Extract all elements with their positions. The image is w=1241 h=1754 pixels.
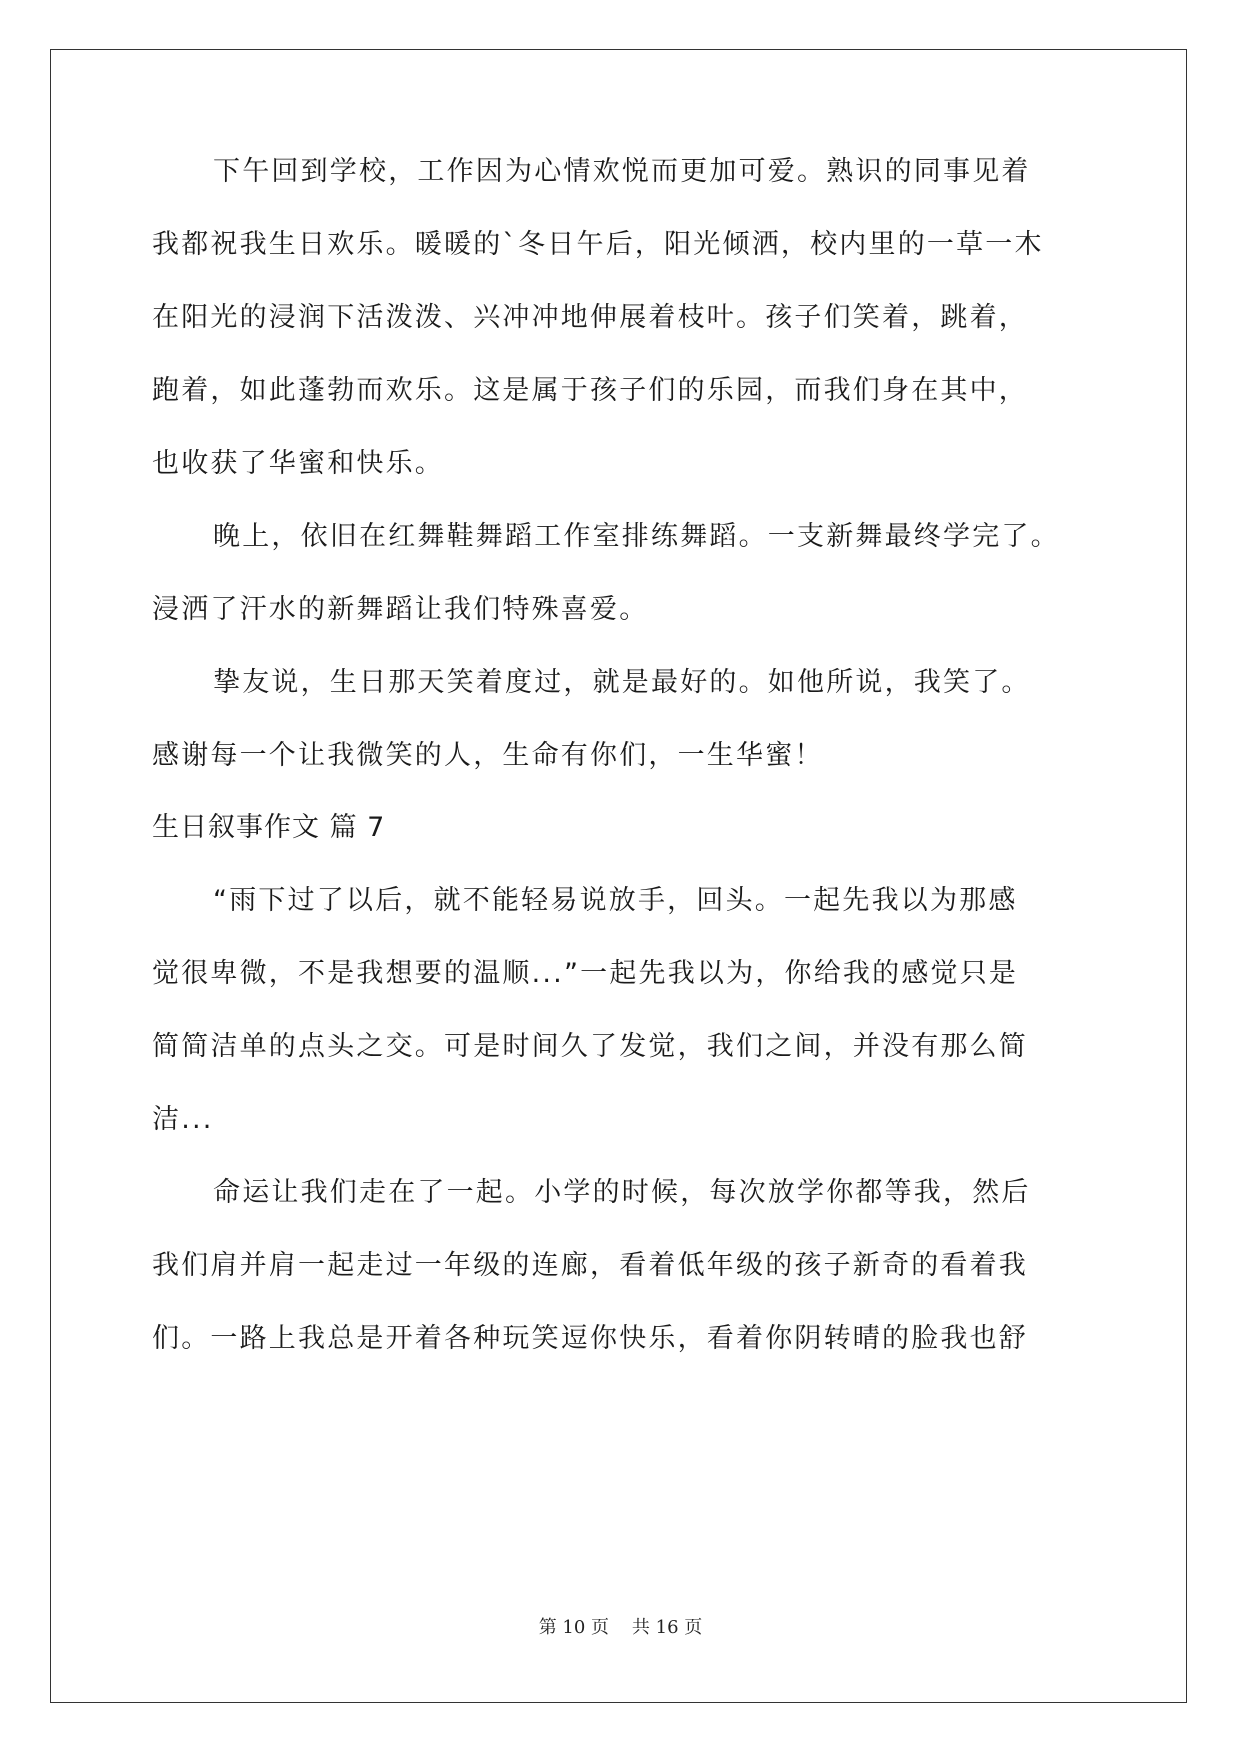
- section-heading: 生日叙事作文 篇 7: [152, 812, 386, 843]
- page-border: [50, 49, 1187, 1703]
- paragraph-line: 浸洒了汗水的新舞蹈让我们特殊喜爱。: [152, 594, 649, 625]
- paragraph-line: 跑着，如此蓬勃而欢乐。这是属于孩子们的乐园，而我们身在其中，: [152, 375, 1028, 406]
- paragraph-line: 洁...: [152, 1104, 214, 1135]
- page-number-footer: 第 10 页 共 16 页: [538, 1617, 703, 1638]
- paragraph-line: 晚上，依旧在红舞鞋舞蹈工作室排练舞蹈。一支新舞最终学完了。: [213, 521, 1060, 552]
- paragraph-line: 觉很卑微，不是我想要的温顺...”一起先我以为，你给我的感觉只是: [152, 958, 1019, 989]
- paragraph-line: 简简洁单的点头之交。可是时间久了发觉，我们之间，并没有那么简: [152, 1031, 1028, 1062]
- paragraph-line: 们。一路上我总是开着各种玩笑逗你快乐，看着你阴转晴的脸我也舒: [152, 1323, 1028, 1354]
- paragraph-line: 挚友说，生日那天笑着度过，就是最好的。如他所说，我笑了。: [213, 667, 1031, 698]
- paragraph-line: 我都祝我生日欢乐。暖暖的`冬日午后，阳光倾洒，校内里的一草一木: [152, 229, 1044, 260]
- paragraph-line: 命运让我们走在了一起。小学的时候，每次放学你都等我，然后: [213, 1177, 1031, 1208]
- paragraph-line: 下午回到学校，工作因为心情欢悦而更加可爱。熟识的同事见着: [213, 156, 1031, 187]
- paragraph-line: 也收获了华蜜和快乐。: [152, 448, 444, 479]
- paragraph-line: 在阳光的浸润下活泼泼、兴冲冲地伸展着枝叶。孩子们笑着，跳着，: [152, 302, 1028, 333]
- paragraph-line: 感谢每一个让我微笑的人，生命有你们，一生华蜜！: [152, 740, 824, 771]
- paragraph-line: “雨下过了以后，就不能轻易说放手，回头。一起先我以为那感: [213, 885, 1018, 916]
- paragraph-line: 我们肩并肩一起走过一年级的连廊，看着低年级的孩子新奇的看着我: [152, 1250, 1028, 1281]
